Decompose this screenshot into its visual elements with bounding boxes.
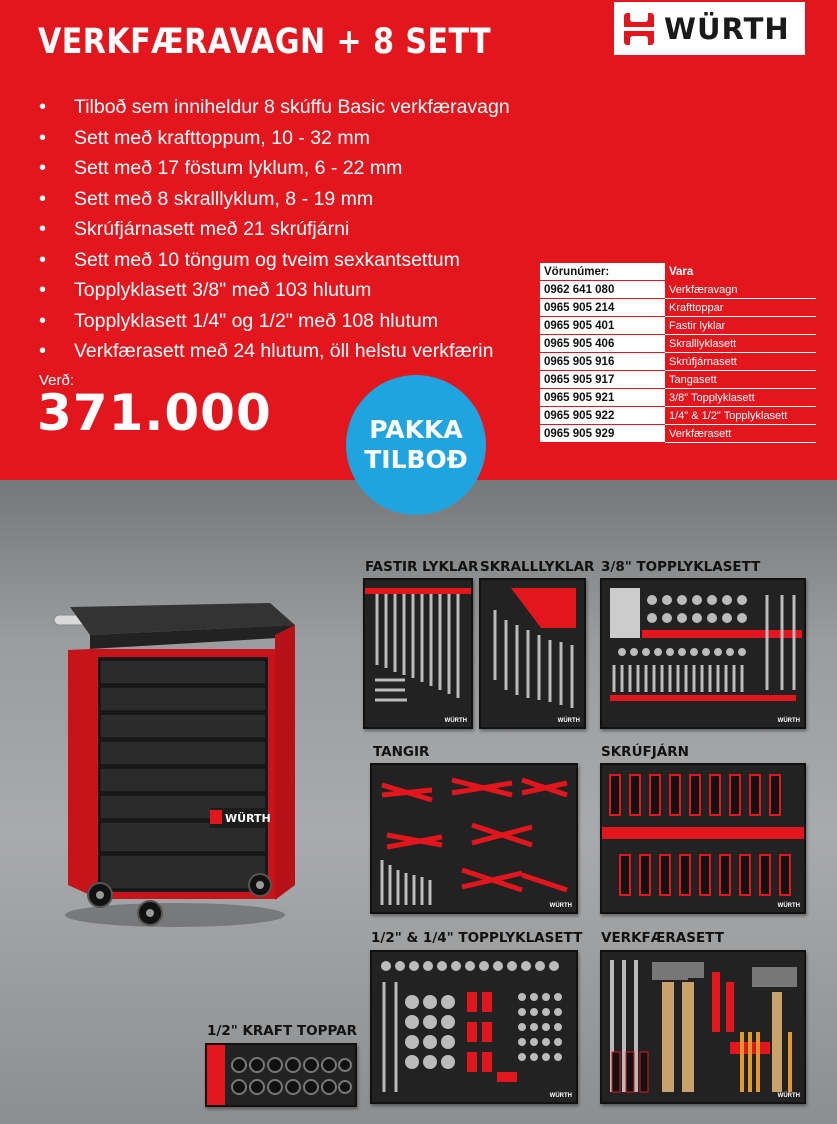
header-part-number: Vörunúmer: xyxy=(540,263,665,281)
product-showcase xyxy=(0,480,837,1124)
label-skrufjarn: SKRÚFJÁRN xyxy=(601,744,689,760)
table-row xyxy=(540,407,816,425)
feature-item: • Sett með 10 töngum og tveim sexkantsettum xyxy=(37,245,510,276)
table-row xyxy=(540,353,816,371)
feature-item: • Sett með 8 skralllyklum, 8 - 19 mm xyxy=(37,184,510,215)
part-number: 0965 905 401 xyxy=(540,317,665,335)
table-row xyxy=(540,317,816,335)
part-name: Skralllyklasett xyxy=(665,335,816,353)
part-name: Krafttoppar xyxy=(665,299,816,317)
wurth-logo-mark-icon xyxy=(624,13,654,45)
part-number: 0965 905 917 xyxy=(540,371,665,389)
label-fastir-lyklar: FASTIR LYKLAR xyxy=(365,559,479,575)
feature-item: • Sett með krafttoppum, 10 - 32 mm xyxy=(37,123,510,154)
badge-line-2: TILBOÐ xyxy=(364,445,468,474)
tray-skralllyklar xyxy=(479,578,586,729)
wurth-logo xyxy=(614,2,805,55)
label-1-2-1-4-topplyklasett: 1/2" & 1/4" TOPPLYKLASETT xyxy=(371,930,583,946)
label-tangir: TANGIR xyxy=(373,744,430,760)
tray-kraft-toppar xyxy=(205,1043,357,1107)
part-number: 0965 905 916 xyxy=(540,353,665,371)
tray-skrufjarn xyxy=(600,763,806,914)
label-kraft-toppar: 1/2" KRAFT TOPPAR xyxy=(207,1023,357,1039)
part-name: 3/8" Topplyklasett xyxy=(665,389,816,407)
tray-brand: WÜRTH xyxy=(777,1093,800,1099)
label-3-8-topplyklasett: 3/8" TOPPLYKLASETT xyxy=(601,559,761,575)
table-row xyxy=(540,425,816,443)
tray-tangir xyxy=(370,763,578,914)
tray-brand: WÜRTH xyxy=(557,718,580,724)
part-name: Verkfærasett xyxy=(665,425,816,443)
part-number: 0965 905 922 xyxy=(540,407,665,425)
package-offer-badge xyxy=(346,375,486,515)
tool-cart-image xyxy=(50,595,300,935)
tray-brand: WÜRTH xyxy=(549,1093,572,1099)
badge-line-1: PAKKA xyxy=(369,415,463,444)
table-row xyxy=(540,281,816,299)
feature-item: • Topplyklasett 3/8" með 103 hlutum xyxy=(37,275,510,306)
label-verkfaerasett: VERKFÆRASETT xyxy=(601,930,724,946)
tray-1-2-1-4-topplyklasett xyxy=(370,950,578,1104)
feature-item: • Topplyklasett 1/4" og 1/2" með 108 hlutum xyxy=(37,306,510,337)
wurth-logo-text: WÜRTH xyxy=(664,11,790,46)
table-row xyxy=(540,299,816,317)
table-row xyxy=(540,335,816,353)
part-number: 0965 905 214 xyxy=(540,299,665,317)
parts-table-header xyxy=(540,263,816,281)
tray-brand: WÜRTH xyxy=(444,718,467,724)
part-number: 0965 905 406 xyxy=(540,335,665,353)
feature-item: • Verkfærasett með 24 hlutum, öll helstu verkfærin xyxy=(37,336,510,367)
part-name: Verkfæravagn xyxy=(665,281,816,299)
tray-verkfaerasett xyxy=(600,950,806,1104)
tray-3-8-topplyklasett xyxy=(600,578,806,729)
feature-list xyxy=(37,92,510,367)
part-number: 0965 905 921 xyxy=(540,389,665,407)
table-row xyxy=(540,371,816,389)
tray-fastir-lyklar xyxy=(363,578,473,729)
part-number: 0965 905 929 xyxy=(540,425,665,443)
part-name: Skrúfjárnasett xyxy=(665,353,816,371)
page-title: VERKFÆRAVAGN + 8 SETT xyxy=(38,22,492,62)
tray-brand: WÜRTH xyxy=(777,903,800,909)
tray-brand: WÜRTH xyxy=(549,903,572,909)
part-name: Fastir lyklar xyxy=(665,317,816,335)
part-name: Tangasett xyxy=(665,371,816,389)
feature-item: • Tilboð sem inniheldur 8 skúffu Basic verkfæravagn xyxy=(37,92,510,123)
table-row xyxy=(540,389,816,407)
price-label: Verð: xyxy=(39,372,75,389)
header-item: Vara xyxy=(665,263,816,281)
part-number: 0962 641 080 xyxy=(540,281,665,299)
cart-logo-text: WÜRTH xyxy=(225,812,271,825)
price-value: 371.000 xyxy=(37,384,272,442)
part-name: 1/4" & 1/2" Topplyklasett xyxy=(665,407,816,425)
feature-item: • Skrúfjárnasett með 21 skrúfjárni xyxy=(37,214,510,245)
tray-brand: WÜRTH xyxy=(777,718,800,724)
label-skralllyklar: SKRALLLYKLAR xyxy=(480,559,595,575)
feature-item: • Sett með 17 föstum lyklum, 6 - 22 mm xyxy=(37,153,510,184)
parts-table xyxy=(540,263,816,443)
